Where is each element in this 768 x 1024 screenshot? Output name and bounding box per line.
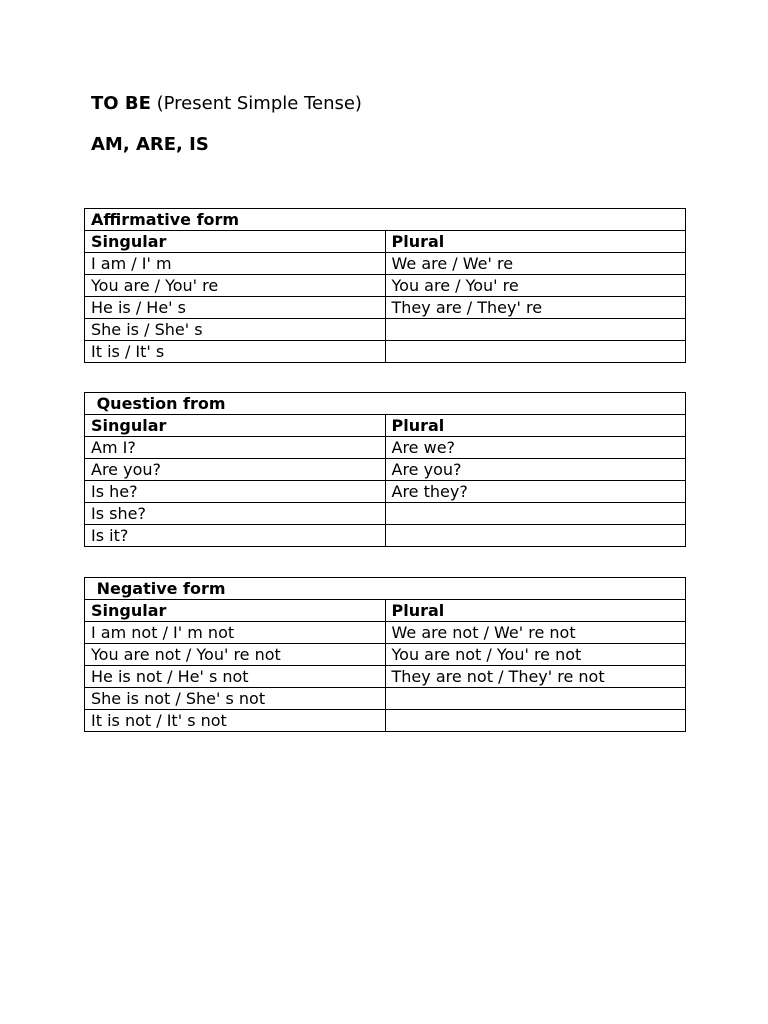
header-singular: Singular	[85, 231, 386, 253]
plural-cell	[385, 319, 686, 341]
table-caption: Affirmative form	[85, 209, 686, 231]
plural-cell: They are / They' re	[385, 297, 686, 319]
plural-cell: You are / You' re	[385, 275, 686, 297]
plural-cell	[385, 710, 686, 732]
singular-cell: She is / She' s	[85, 319, 386, 341]
header-singular: Singular	[85, 600, 386, 622]
table-row	[85, 525, 686, 547]
singular-cell: Is he?	[85, 481, 386, 503]
plural-cell: We are / We' re	[385, 253, 686, 275]
singular-cell: I am / I' m	[85, 253, 386, 275]
question-form-table	[84, 392, 686, 547]
singular-cell: Is she?	[85, 503, 386, 525]
table-row	[85, 688, 686, 710]
document-subtitle: AM, ARE, IS	[91, 134, 209, 155]
table-row	[85, 622, 686, 644]
singular-cell: Am I?	[85, 437, 386, 459]
table-caption: Question from	[85, 393, 686, 415]
table-row	[85, 297, 686, 319]
header-plural: Plural	[385, 600, 686, 622]
table-header-row	[85, 415, 686, 437]
table-row	[85, 710, 686, 732]
singular-cell: He is not / He' s not	[85, 666, 386, 688]
plural-cell: Are you?	[385, 459, 686, 481]
plural-cell: Are we?	[385, 437, 686, 459]
document-title	[91, 92, 362, 116]
table-row	[85, 459, 686, 481]
singular-cell: You are / You' re	[85, 275, 386, 297]
affirmative-form-table	[84, 208, 686, 363]
table-row	[85, 253, 686, 275]
singular-cell: She is not / She' s not	[85, 688, 386, 710]
singular-cell: Are you?	[85, 459, 386, 481]
plural-cell	[385, 341, 686, 363]
table-row	[85, 275, 686, 297]
table-row	[85, 503, 686, 525]
table-caption-row	[85, 209, 686, 231]
table-row	[85, 666, 686, 688]
plural-cell: You are not / You' re not	[385, 644, 686, 666]
table-row	[85, 437, 686, 459]
singular-cell: Is it?	[85, 525, 386, 547]
table-row	[85, 644, 686, 666]
plural-cell	[385, 525, 686, 547]
singular-cell: I am not / I' m not	[85, 622, 386, 644]
plural-cell: Are they?	[385, 481, 686, 503]
table-caption-row	[85, 578, 686, 600]
table-row	[85, 341, 686, 363]
singular-cell: It is / It' s	[85, 341, 386, 363]
table-row	[85, 481, 686, 503]
plural-cell	[385, 503, 686, 525]
table-header-row	[85, 231, 686, 253]
header-plural: Plural	[385, 231, 686, 253]
header-singular: Singular	[85, 415, 386, 437]
plural-cell: They are not / They' re not	[385, 666, 686, 688]
singular-cell: He is / He' s	[85, 297, 386, 319]
negative-form-table	[84, 577, 686, 732]
singular-cell: You are not / You' re not	[85, 644, 386, 666]
singular-cell: It is not / It' s not	[85, 710, 386, 732]
title-rest-text: (Present Simple Tense)	[150, 93, 362, 114]
plural-cell	[385, 688, 686, 710]
table-header-row	[85, 600, 686, 622]
header-plural: Plural	[385, 415, 686, 437]
plural-cell: We are not / We' re not	[385, 622, 686, 644]
table-row	[85, 319, 686, 341]
table-caption: Negative form	[85, 578, 686, 600]
table-caption-row	[85, 393, 686, 415]
title-bold-text: TO BE	[91, 93, 151, 114]
